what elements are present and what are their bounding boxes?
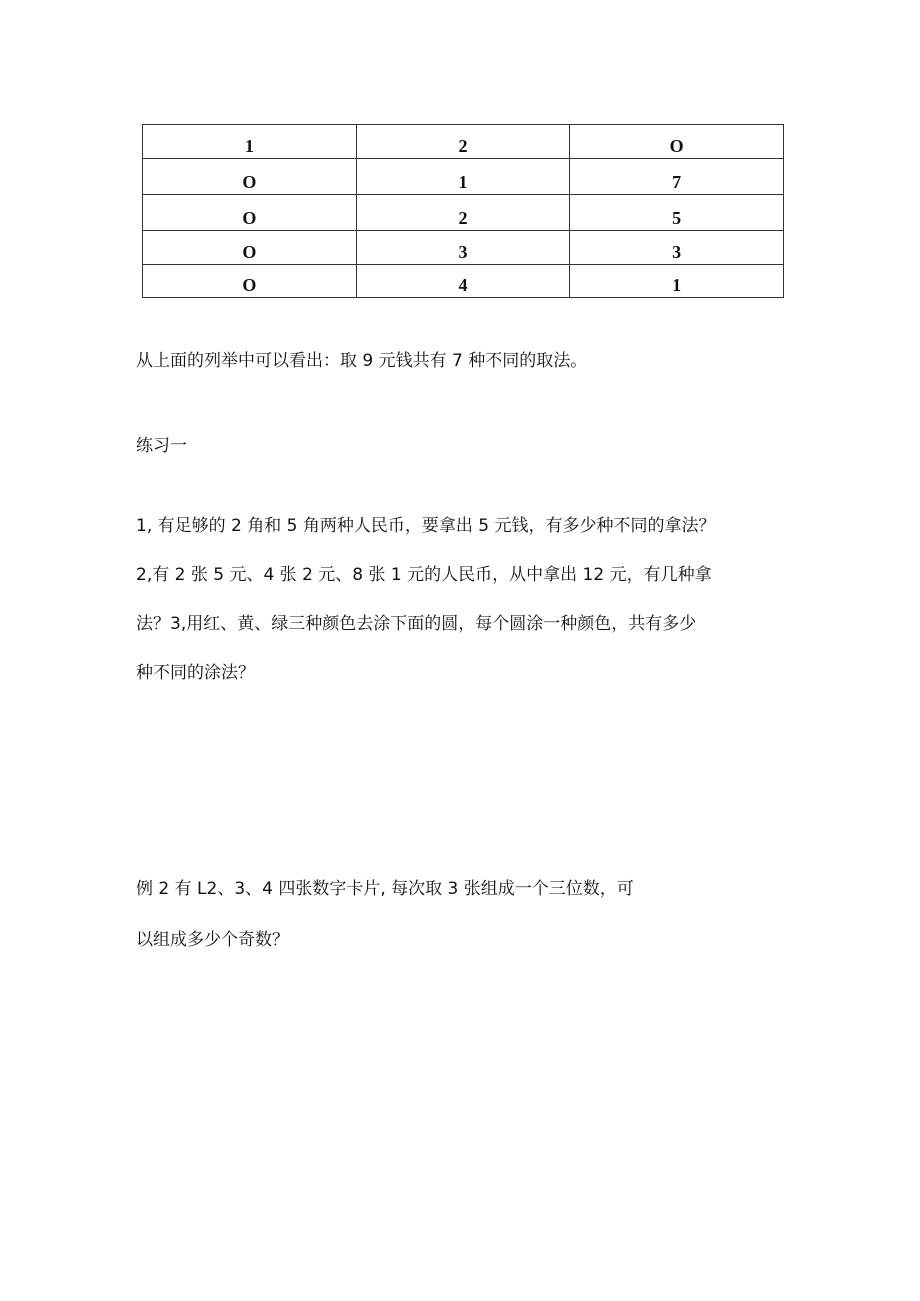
exercise-line: 2,有 2 张 5 元、4 张 2 元、8 张 1 元的人民币，从中拿出 12 元，有几种拿 bbox=[136, 565, 712, 585]
conclusion-text: 从上面的列举中可以看出：取 9 元钱共有 7 种不同的取法。 bbox=[136, 351, 588, 371]
table-row bbox=[143, 195, 784, 231]
example-2-line-2: 以组成多少个奇数？ bbox=[136, 930, 289, 950]
table-cell: 1 bbox=[356, 159, 570, 195]
table-cell: 2 bbox=[356, 125, 570, 159]
table-cell: O bbox=[143, 265, 357, 298]
table-cell: 3 bbox=[570, 231, 784, 265]
exercise-line: 法？3,用红、黄、绿三种颜色去涂下面的圆，每个圆涂一种颜色，共有多少 bbox=[136, 614, 697, 634]
table-row bbox=[143, 231, 784, 265]
table-cell: 7 bbox=[570, 159, 784, 195]
exercise-line: 种不同的涂法？ bbox=[136, 663, 255, 683]
table-cell: 4 bbox=[356, 265, 570, 298]
exercise-line: 1, 有足够的 2 角和 5 角两种人民币，要拿出 5 元钱，有多少种不同的拿法？ bbox=[136, 516, 716, 536]
exercise-paragraph bbox=[136, 502, 806, 698]
table-cell: 1 bbox=[143, 125, 357, 159]
table-cell: 2 bbox=[356, 195, 570, 231]
table-cell: 5 bbox=[570, 195, 784, 231]
table-row bbox=[143, 159, 784, 195]
table-cell: O bbox=[143, 159, 357, 195]
table-cell: 3 bbox=[356, 231, 570, 265]
example-2-line-1: 例 2 有 L2、3、4 四张数字卡片, 每次取 3 张组成一个三位数，可 bbox=[136, 879, 634, 899]
table-row bbox=[143, 125, 784, 159]
table-cell: O bbox=[570, 125, 784, 159]
table-row bbox=[143, 265, 784, 298]
table-cell: O bbox=[143, 195, 357, 231]
table-cell: 1 bbox=[570, 265, 784, 298]
table-cell: O bbox=[143, 231, 357, 265]
exercise-heading: 练习一 bbox=[136, 436, 187, 456]
enumeration-table bbox=[142, 124, 784, 298]
